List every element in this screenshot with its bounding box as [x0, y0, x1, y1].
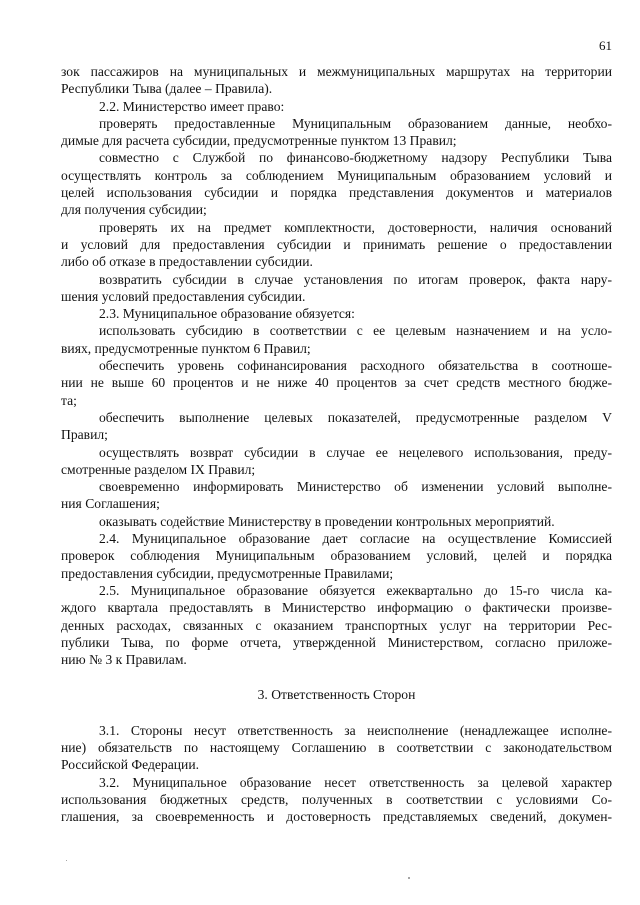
- text-line: 3.2. Муниципальное образование несет ответственность за целевой характер: [99, 774, 612, 790]
- text-line: 2.3. Муниципальное образование обязуется:: [99, 306, 355, 322]
- scan-speck: [66, 860, 67, 861]
- text-line: денных расходах, связанных с оказанием транспортных услуг на территории Рес-: [61, 617, 612, 633]
- text-line: использования бюджетных средств, полученных в соответствии с условиями Со-: [61, 791, 612, 807]
- scan-speck: [408, 877, 410, 879]
- text-line: целей использования субсидии и порядка представления документов и материалов: [61, 185, 612, 201]
- text-line: димые для расчета субсидии, предусмотренные пунктом 13 Правил;: [61, 133, 457, 149]
- text-line: обеспечить выполнение целевых показателей, предусмотренные разделом V: [99, 409, 612, 425]
- text-line: возвратить субсидии в случае установления по итогам проверок, факта нару-: [99, 271, 612, 287]
- text-line: 2.2. Министерство имеет право:: [99, 98, 285, 114]
- page-number: 61: [599, 38, 612, 53]
- text-line: и условий для предоставления субсидии и принимать решение о предоставлении: [61, 236, 612, 252]
- text-line: Правил;: [61, 427, 108, 443]
- text-line: проверять предоставленные Муниципальным образованием данные, необхо-: [99, 115, 612, 131]
- text-line: использовать субсидию в соответствии с ее целевым назначением и на усло-: [99, 323, 612, 339]
- text-line: та;: [61, 392, 77, 408]
- document-body: [61, 63, 612, 825]
- text-line: нию № 3 к Правилам.: [61, 652, 187, 668]
- text-line: нии не выше 60 процентов и не ниже 40 процентов за счет средств местного бюдже-: [61, 375, 612, 391]
- text-line: проверок соблюдения Муниципальным образованием условий, целей и порядка: [61, 548, 612, 564]
- text-line: осуществлять контроль за соблюдением Муниципальным образованием условий и: [61, 167, 612, 183]
- text-line: виях, предусмотренные пунктом 6 Правил;: [61, 340, 311, 356]
- text-line: осуществлять возврат субсидии в случае ее нецелевого использования, преду-: [99, 444, 612, 460]
- text-line: обеспечить уровень софинансирования расходного обязательства в соотноше-: [99, 358, 612, 374]
- text-line: Республики Тыва (далее – Правила).: [61, 81, 273, 97]
- section-heading: 3. Ответственность Сторон: [257, 687, 416, 703]
- text-line: своевременно информировать Министерство об изменении условий выполне-: [99, 479, 612, 495]
- text-line: Российской Федерации.: [61, 757, 199, 773]
- text-line: 2.4. Муниципальное образование дает согласие на осуществление Комиссией: [99, 531, 612, 547]
- text-line: ние) обязательств по настоящему Соглашению в соответствии с законодательством: [61, 739, 612, 755]
- text-line: зок пассажиров на муниципальных и межмуниципальных маршрутах на территории: [61, 64, 612, 79]
- text-line: 2.5. Муниципальное образование обязуется ежеквартально до 15-го числа ка-: [99, 582, 612, 598]
- text-line: для получения субсидии;: [61, 202, 207, 218]
- text-line: ния Соглашения;: [61, 496, 160, 512]
- text-line: публики Тыва, по форме отчета, утвержденной Министерством, согласно приложе-: [61, 634, 612, 650]
- text-line: шения условий предоставления субсидии.: [61, 288, 306, 304]
- text-line: совместно с Службой по финансово-бюджетному надзору Республики Тыва: [99, 150, 612, 166]
- text-line: 3.1. Стороны несут ответственность за неисполнение (ненадлежащее исполне-: [99, 722, 612, 738]
- text-line: оказывать содействие Министерству в проведении контрольных мероприятий.: [99, 513, 555, 529]
- text-line: проверять их на предмет комплектности, достоверности, наличия оснований: [99, 219, 612, 235]
- text-line: смотренные разделом IX Правил;: [61, 461, 256, 477]
- text-line: ждого квартала предоставлять в Министерство информацию о фактически произве-: [61, 600, 612, 616]
- text-line: либо об отказе в предоставлении субсидии.: [61, 254, 313, 270]
- text-line: предоставления субсидии, предусмотренные Правилами;: [61, 565, 394, 581]
- text-line: глашения, за своевременность и достоверность представляемых сведений, докумен-: [61, 809, 612, 825]
